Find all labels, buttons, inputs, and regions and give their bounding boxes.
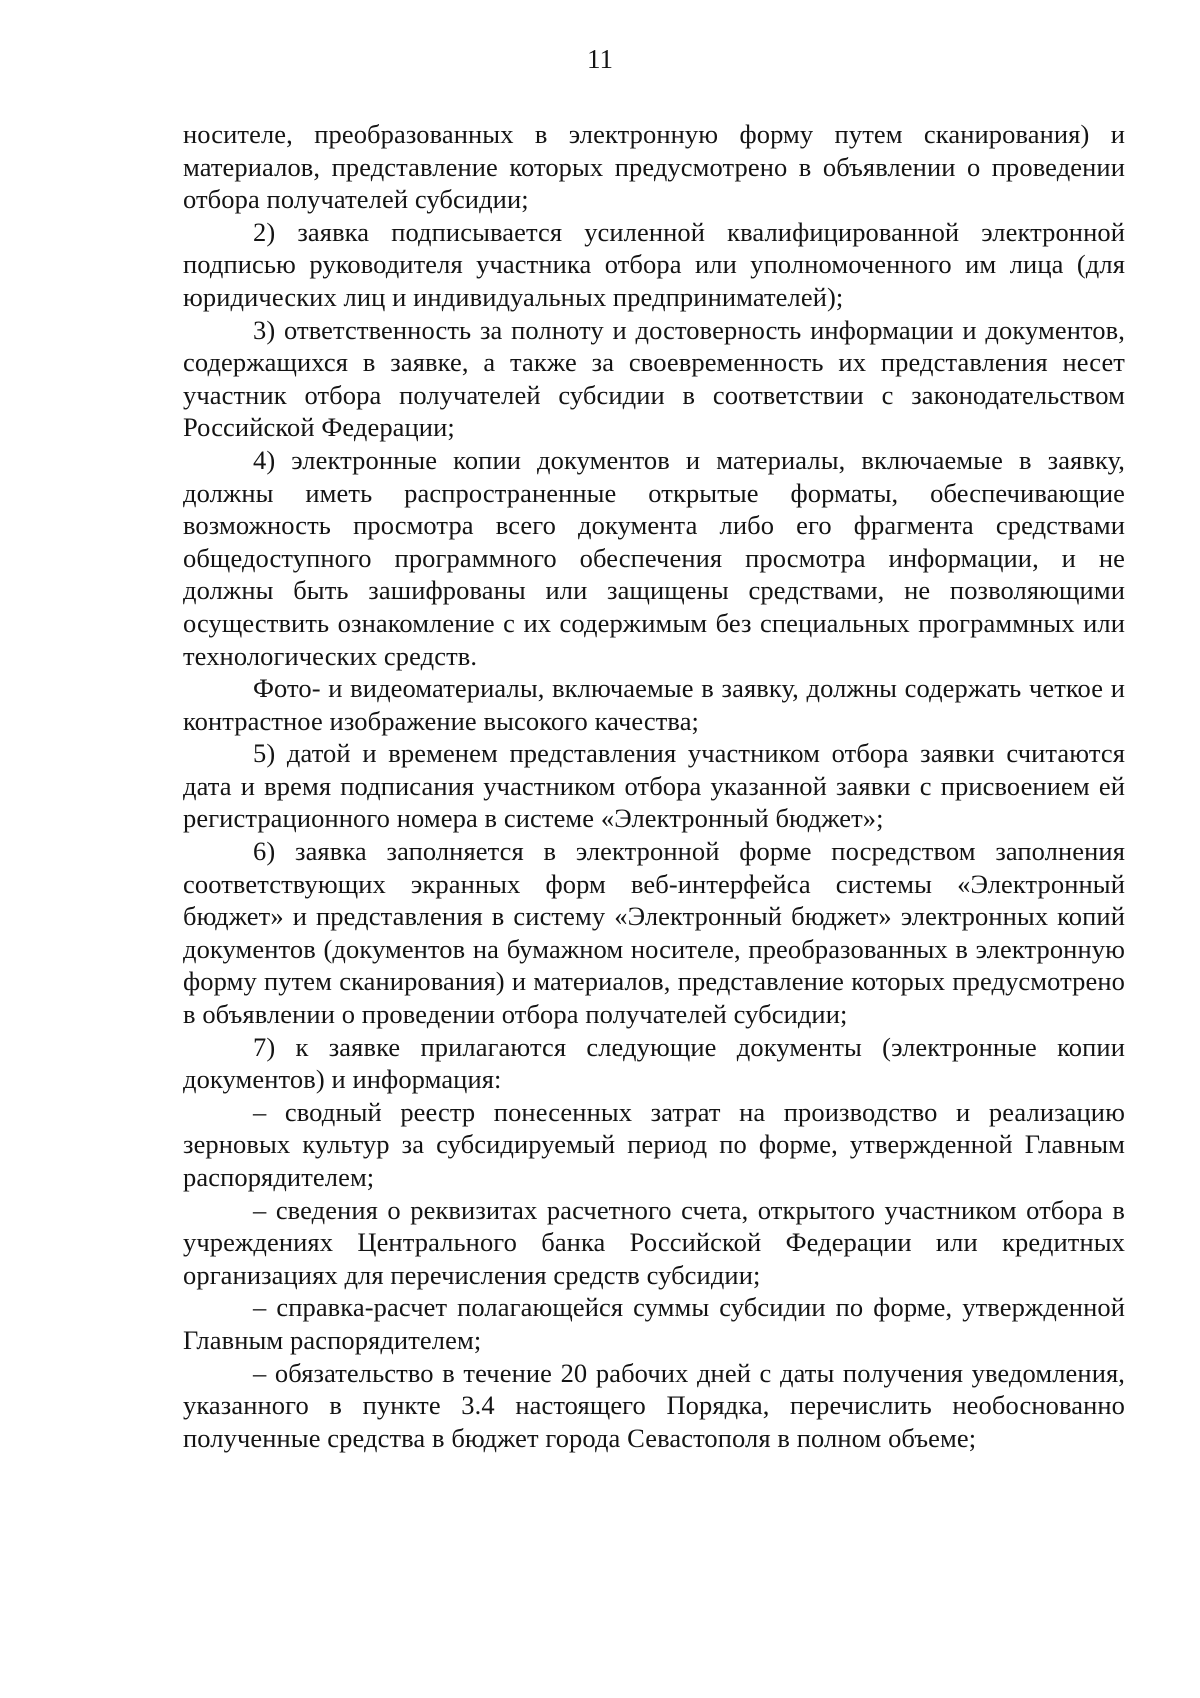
paragraph-item-5: 5) датой и временем представления участником отбора заявки считаются дата и время подписания участником отбора указанной заявки с присвоением ей регистрационного номера в системе «Электронный бюджет»; (183, 738, 1125, 834)
paragraph-continuation: носителе, преобразованных в электронную форму путем сканирования) и материалов, представление которых предусмотрено в объявлении о проведении отбора получателей субсидии; (183, 119, 1125, 215)
list-item-registry: – сводный реестр понесенных затрат на производство и реализацию зерновых культур за субсидируемый период по форме, утвержденной Главным распорядителем; (183, 1096, 1125, 1192)
document-body (183, 118, 1125, 1454)
list-item-obligation: – обязательство в течение 20 рабочих дней с даты получения уведомления, указанного в пункте 3.4 настоящего Порядка, перечислить необоснованно полученные средства в бюджет города Севастополя в полном объеме; (183, 1357, 1125, 1453)
page-number: 11 (587, 44, 613, 74)
list-item-bank-details: – сведения о реквизитах расчетного счета, открытого участником отбора в учреждениях Центрального банка Российской Федерации или кредитных организациях для перечисления средств субсидии; (183, 1194, 1125, 1290)
paragraph-item-7: 7) к заявке прилагаются следующие документы (электронные копии документов) и информация: (183, 1031, 1125, 1095)
paragraph-item-6: 6) заявка заполняется в электронной форме посредством заполнения соответствующих экранных форм веб-интерфейса системы «Электронный бюджет» и представления в систему «Электронный бюджет» электронных копий документов (документов на бумажном носителе, преобразованных в электронную форму путем сканирования) и материалов, представление которых предусмотрено в объявлении о проведении отбора получателей субсидии; (183, 836, 1125, 1030)
list-item-calculation: – справка-расчет полагающейся суммы субсидии по форме, утвержденной Главным распорядителем; (183, 1292, 1125, 1355)
paragraph-photo-video: Фото- и видеоматериалы, включаемые в заявку, должны содержать четкое и контрастное изображение высокого качества; (183, 673, 1125, 736)
paragraph-item-2: 2) заявка подписывается усиленной квалифицированной электронной подписью руководителя участника отбора или уполномоченного им лица (для юридических лиц и индивидуальных предпринимателей); (183, 216, 1125, 312)
paragraph-item-4: 4) электронные копии документов и материалы, включаемые в заявку, должны иметь распространенные открытые форматы, обеспечивающие возможность просмотра всего документа либо его фрагмента средствами общедоступного программного обеспечения просмотра информации, и не должны быть зашифрованы или защищены средствами, не позволяющими осуществить ознакомление с их содержимым без специальных программных или технологических средств. (183, 444, 1125, 671)
paragraph-item-3: 3) ответственность за полноту и достоверность информации и документов, содержащихся в заявке, а также за своевременность их представления несет участник отбора получателей субсидии в соответствии с законодательством Российской Федерации; (183, 314, 1125, 443)
